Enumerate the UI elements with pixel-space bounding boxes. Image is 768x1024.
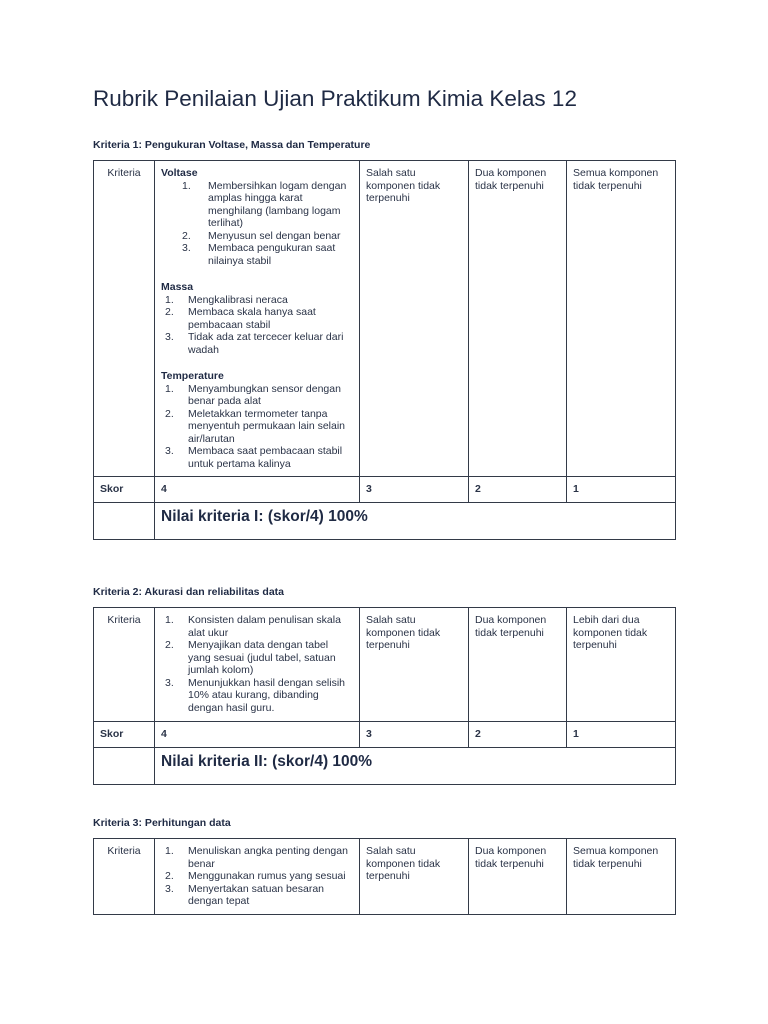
criteria-label: Kriteria <box>94 839 155 915</box>
massa-list <box>161 294 353 357</box>
criteria-3-heading: Kriteria 3: Perhitungan data <box>93 817 231 829</box>
criteria-row <box>94 839 676 915</box>
criteria-3-table <box>93 838 676 915</box>
level-3-description: Salah satu komponen tidak terpenuhi <box>360 161 469 477</box>
list-item: 2. Membaca skala hanya saat pembacaan stabil <box>165 306 316 331</box>
score-row <box>94 722 676 748</box>
list-item: 3. Membaca saat pembacaan stabil untuk pertama kalinya <box>165 445 343 470</box>
list-item: 3. Menyertakan satuan besaran dengan tepat <box>165 882 325 907</box>
level-1-description: Lebih dari dua komponen tidak terpenuhi <box>567 608 676 722</box>
level-3-description: Salah satu komponen tidak terpenuhi <box>360 608 469 722</box>
criteria-2-heading: Kriteria 2: Akurasi dan reliabilitas data <box>93 586 285 598</box>
score-cell: 3 <box>360 477 469 503</box>
nilai-empty-cell <box>94 502 155 540</box>
voltase-list <box>161 180 353 268</box>
criteria-row <box>94 608 676 722</box>
criteria-components <box>155 608 360 722</box>
list-item: 3. Tidak ada zat tercecer keluar dari wadah <box>165 331 344 356</box>
level-1-description: Semua komponen tidak terpenuhi <box>567 161 676 477</box>
list-item: 2. Meletakkan termometer tanpa menyentuh permukaan lain selain air/larutan <box>165 407 346 445</box>
score-cell: 2 <box>469 477 567 503</box>
criteria-label: Kriteria <box>94 608 155 722</box>
level-1-description: Semua komponen tidak terpenuhi <box>567 839 676 915</box>
group-title-temperature: Temperature <box>161 370 224 382</box>
list-item: 2. Menggunakan rumus yang sesuai <box>165 870 346 882</box>
criteria-1-heading: Kriteria 1: Pengukuran Voltase, Massa dan Temperature <box>93 139 371 151</box>
components-list <box>161 614 353 714</box>
skor-label: Skor <box>94 722 155 748</box>
criteria-2-table <box>93 607 676 785</box>
score-cell: 1 <box>567 722 676 748</box>
group-title-massa: Massa <box>161 281 194 293</box>
nilai-row <box>94 502 676 540</box>
score-cell: 4 <box>155 477 360 503</box>
level-2-description: Dua komponen tidak terpenuhi <box>469 608 567 722</box>
criteria-label: Kriteria <box>94 161 155 477</box>
nilai-row <box>94 747 676 785</box>
components-list <box>161 845 353 908</box>
criteria-components <box>155 839 360 915</box>
list-item: 1. Konsisten dalam penulisan skala alat ukur <box>165 614 341 639</box>
criteria-row <box>94 161 676 477</box>
list-item: 3. Menunjukkan hasil dengan selisih 10% atau kurang, dibanding dengan hasil guru. <box>165 676 346 714</box>
list-item: 1. Mengkalibrasi neraca <box>165 293 288 306</box>
score-cell: 2 <box>469 722 567 748</box>
page-title: Rubrik Penilaian Ujian Praktikum Kimia Kelas 12 <box>93 86 577 111</box>
score-cell: 1 <box>567 477 676 503</box>
score-cell: 3 <box>360 722 469 748</box>
nilai-empty-cell <box>94 747 155 785</box>
list-item: 1. Menuliskan angka penting dengan benar <box>165 845 348 870</box>
level-3-description: Salah satu komponen tidak terpenuhi <box>360 839 469 915</box>
score-row <box>94 477 676 503</box>
nilai-formula: Nilai kriteria I: (skor/4) 100% <box>155 502 676 540</box>
list-item: 2. Menyusun sel dengan benar <box>182 229 341 242</box>
list-item: 1. Membersihkan logam dengan amplas hingga karat menghilang (lambang logam terlihat) <box>182 179 347 229</box>
list-item: 3. Membaca pengukuran saat nilainya stabil <box>182 242 336 267</box>
temperature-list <box>161 383 353 471</box>
criteria-components <box>155 161 360 477</box>
skor-label: Skor <box>94 477 155 503</box>
score-cell: 4 <box>155 722 360 748</box>
nilai-formula: Nilai kriteria II: (skor/4) 100% <box>155 747 676 785</box>
criteria-1-table <box>93 160 676 540</box>
list-item: 1. Menyambungkan sensor dengan benar pada alat <box>165 382 341 407</box>
level-2-description: Dua komponen tidak terpenuhi <box>469 161 567 477</box>
level-2-description: Dua komponen tidak terpenuhi <box>469 839 567 915</box>
list-item: 2. Menyajikan data dengan tabel yang sesuai (judul tabel, satuan jumlah kolom) <box>165 639 336 676</box>
group-title-voltase: Voltase <box>161 167 198 179</box>
